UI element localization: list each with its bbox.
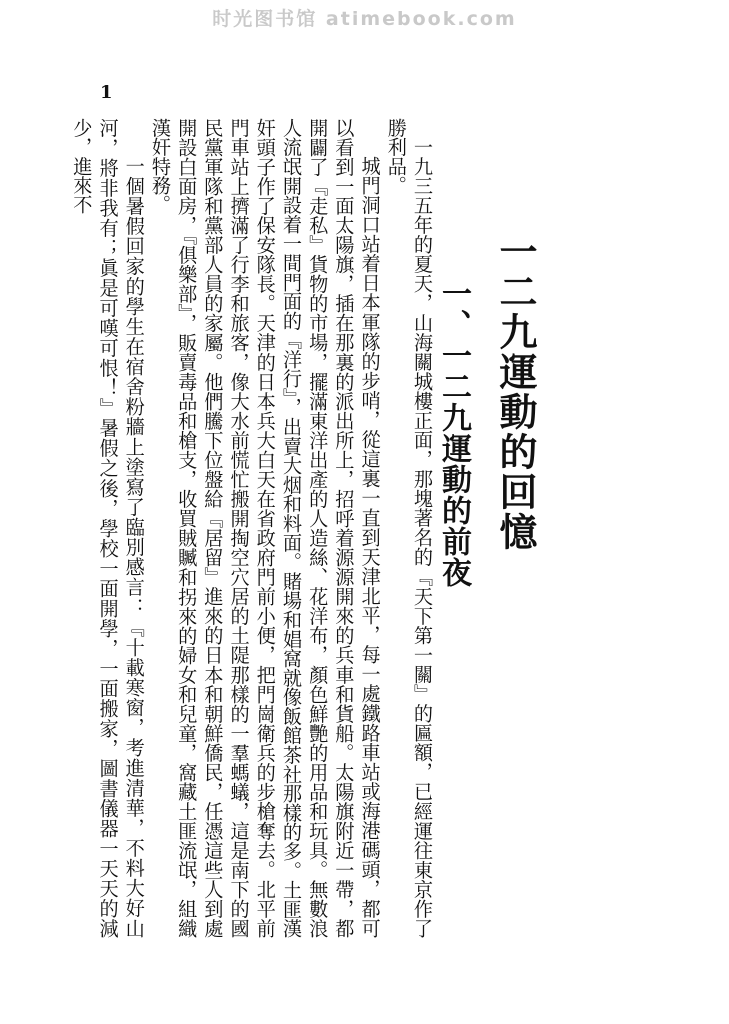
watermark: 时光图书馆 atimebook.com bbox=[212, 8, 517, 30]
page-number: 1 bbox=[100, 82, 113, 103]
paragraph-3: 一個暑假回家的學生在宿舍粉牆上塗寫了臨別感言：『十載寒窗，考進清華，不料大好山河，將非我有；眞是可嘆可恨！』暑假之後，學校一面開學，一面搬家，圖書儀器一天天的減少，進來不 bbox=[70, 118, 146, 938]
section-title: 一、一二九運動的前夜 bbox=[436, 278, 471, 588]
paragraph-1: 一九三五年的夏天，山海關城樓正面，那塊著名的『天下第一關』的匾額，已經運往東京作了勝利品。 bbox=[384, 118, 434, 938]
body-text bbox=[70, 118, 435, 938]
paragraph-2: 城門洞口站着日本軍隊的步哨，從這裏一直到天津北平，每一處鐵路車站或海港碼頭，都可以看到一面太陽旗，插在那裏的派出所上，招呼着源源開來的兵車和貨船。太陽旗附近一帶，都開闢了『走私』貨物的市場，擺滿東洋出產的人造絲、花洋布，顏色鮮艷的用品和玩具。無數浪人流氓開設着一間門面的『洋行』，出賣大烟和料面。賭場和娼窩就像飯館茶社那樣的多。土匪漢奸頭子作了保安隊長。天津的日本兵大白天在省政府門前小便，把門崗衛兵的步槍奪去。北平前門車站上擠滿了行李和旅客，像大水前慌忙搬開掏空穴居的土隄那樣的一羣螞蟻，這是南下的國民黨軍隊和黨部人員的家屬。他們騰下位盤給『居留』進來的日本和朝鮮僑民，任憑這些人到處開設白面房，『俱樂部』，販賣毒品和槍支，收買賊贓和拐來的婦女和兒童，窩藏土匪流氓，組織漢奸特務。 bbox=[148, 118, 382, 938]
page-title: 一二九運動的回憶 bbox=[493, 232, 538, 552]
